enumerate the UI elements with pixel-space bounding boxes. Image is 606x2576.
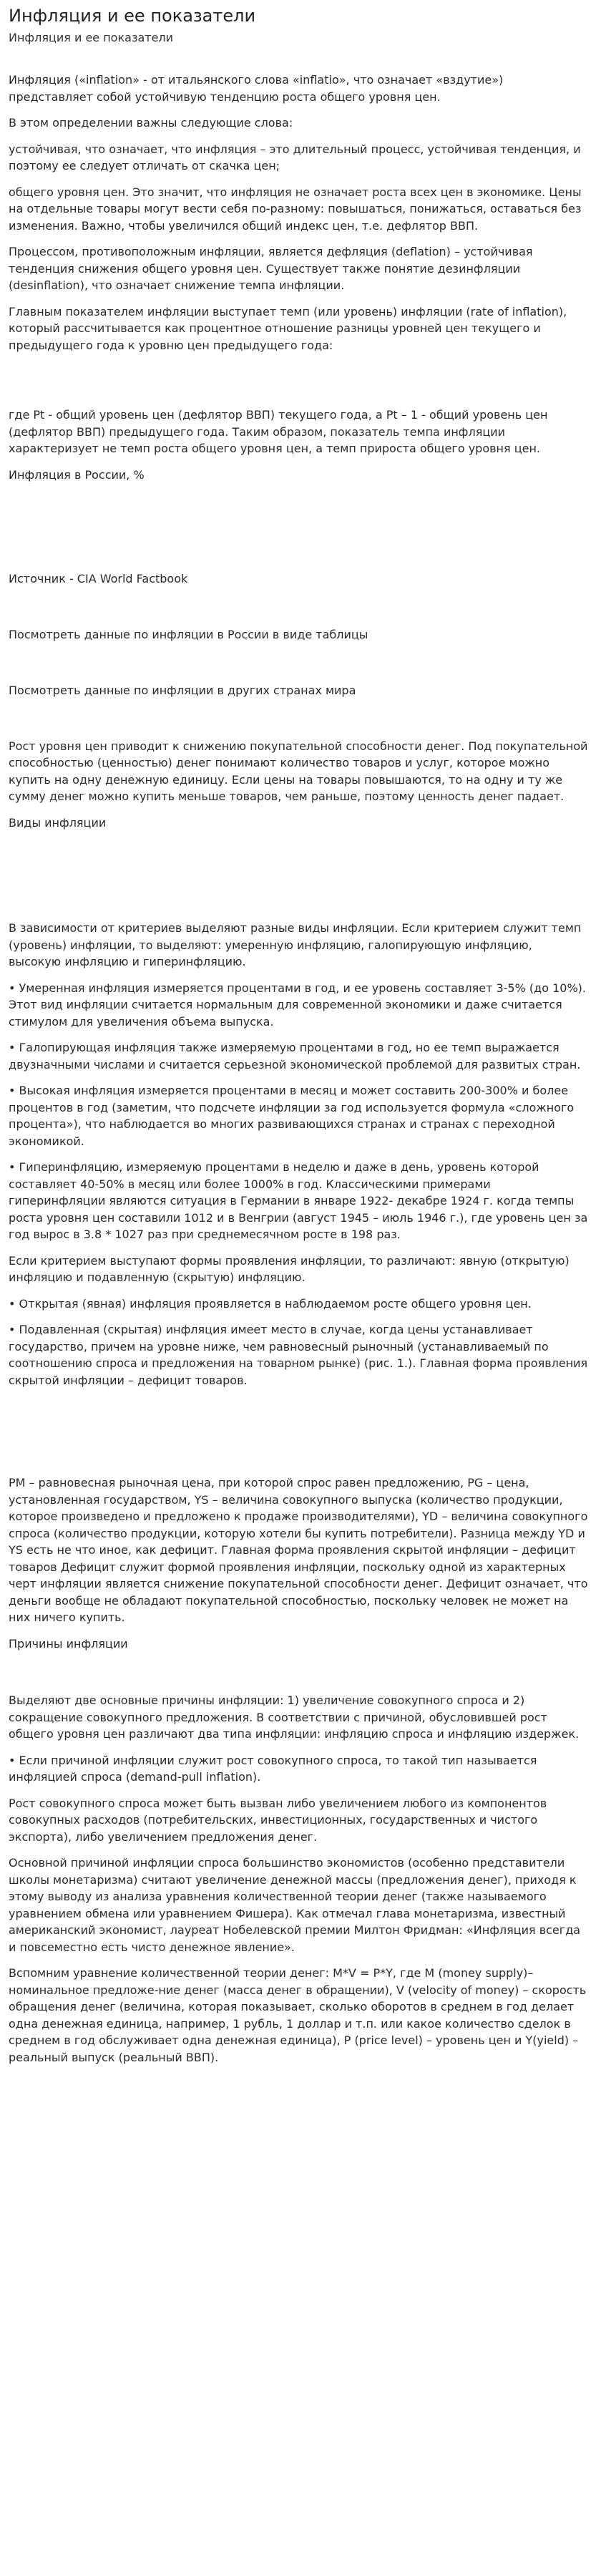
paragraph-quantity-theory: Вспомним уравнение количественной теории денег: M*V = P*Y, где M (money supply)– номинальное предложе-ние денег (масса денег в обращении), V (velocity of money) – скорость обращения денег (величина, которая показывает, сколько оборотов в среднем в год делает одна денежная единица, например, 1 рубль, 1 доллар и т.п. или какое количество сделок в среднем в год обслуживает одна денежная единица), P (price level) – уровень цен и Y(yield) – реальный выпуск (реальный ВВП). [9, 1966, 587, 2064]
paragraph-aggregate-demand: Рост совокупного спроса может быть вызван либо увеличением любого из компонентов совокупных расходов (потребительских, инвестиционных, государственных и чистого экспорта), либо увеличением предложения денег. [9, 1796, 547, 1844]
paragraph-figure-legend: PM – равновесная рыночная цена, при которой спрос равен предложению, PG – цена, установленная государством, YS – величина совокупного выпуска (количество продукции, которое произведено и предложено к продаже производителями), YD – величина совокупного спроса (количество продукции, которую хотели бы купить потребители). Разница между YD и YS есть не что иное, как дефицит. Главная форма проявления скрытой инфляции – дефицит товаров Дефицит служит формой проявления инфляции, поскольку одной из характерных черт инфляции является снижение покупательной способности денег. Дефицит означает, что деньги вообще не обладают покупательной способностью, поскольку человек не может на них ничего купить. [9, 1476, 588, 1624]
paragraph-key-words: В этом определении важны следующие слова: [9, 116, 293, 130]
formula-placeholder [9, 354, 597, 407]
paragraph-definition: Инфляция («inflation» - от итальянского слова «inflatio», что означает «вздутие») представляет собой устойчивую тенденцию роста общего уровня цен. [9, 73, 504, 104]
paragraph-criteria: В зависимости от критериев выделяют разные виды инфляции. Если критерием служит темп (уровень) инфляции, то выделяют: умеренную инфляцию, галопирующую инфляцию, высокую инфляцию и гиперинфляцию. [9, 921, 582, 968]
list-item-high: • Высокая инфляция измеряется процентами в месяц и может составить 200-300% и более процентов в год (заметим, что подсчете инфляции за год используется формула «сложного процента»), что наблюдается во многих развивающихся странах и странах с переходной экономикой. [9, 1084, 575, 1148]
page-subtitle: Инфляция и ее показатели [9, 31, 174, 44]
paragraph-causes: Выделяют две основные причины инфляции: 1) увеличение совокупного спроса и 2) сокращение совокупного предложения. В соответствии с причиной, обусловившей рост общего уровня цен различают два типа инфляции: инфляцию спроса и инфляцию издержек. [9, 1693, 580, 1741]
link-russia-table[interactable]: Посмотреть данные по инфляции в России в виде таблицы [9, 627, 368, 641]
paragraph-stable: устойчивая, что означает, что инфляция – это длительный процесс, устойчивая тенденция, и поэтому ее следует отличать от скачка цен; [9, 142, 581, 172]
page-title: Инфляция и ее показатели [9, 6, 256, 26]
spacer [9, 643, 597, 682]
paragraph-monetarism: Основной причиной инфляции спроса большинство экономистов (особенно представители школы монетаризма) считают увеличение денежной массы (предложения денег), приходя к этому выводу из анализа уравнения количественной теории денег (также называемого уравнением обмена или уравнением Фишера). Как отмечал глава монетаризма, известный американский экономист, лауреат Нобелевской премии Милтон Фридман: «Инфляция всегда и повсеместно есть чисто денежное явление». [9, 1856, 581, 1954]
paragraph-deflation: Процессом, противоположным инфляции, является дефляция (deflation) – устойчивая тенденция снижения общего уровня цен. Существует также понятие дезинфляции (desinflation), что означает снижение темпа инфляции. [9, 245, 533, 292]
section-heading-types: Виды инфляции [9, 815, 107, 830]
spacer [9, 1652, 597, 1692]
list-item-open: • Открытая (явная) инфляция проявляется в наблюдаемом росте общего уровня цен. [9, 1296, 532, 1311]
list-item-demand-pull: • Если причиной инфляции служит рост совокупного спроса, то такой тип называется инфляцией спроса (demand-pull inflation). [9, 1753, 537, 1784]
paragraph-purchasing-power: Рост уровня цен приводит к снижению покупательной способности денег. Под покупательной способностью (ценностью) денег понимают количество товаров и услуг, которое можно купить на одну денежную единицу. Если цены на товары повышаются, то на одну и ту же сумму денег можно купить меньше товаров, чем раньше, поэтому ценность денег падает. [9, 739, 588, 803]
spacer [9, 831, 597, 920]
spacer [9, 46, 597, 72]
list-item-moderate: • Умеренная инфляция измеряется процентами в год, и ее уровень составляет 3-5% (до 10%). Этот вид инфляции считается нормальным для современной экономики и даже считается стимулом для увеличения объема выпуска. [9, 981, 586, 1029]
figure-placeholder [9, 1389, 597, 1474]
paragraph-general-level: общего уровня цен. Это значит, что инфляция не означает роста всех цен в экономике. Цены на отдельные товары могут вести себя по-разному: повышаться, понижаться, оставаться без изменения. Важно, чтобы увеличился общий индекс цен, т.е. дефлятор ВВП. [9, 185, 582, 233]
chart-caption: Инфляция в России, % [9, 467, 145, 482]
source-note: Источник - CIA World Factbook [9, 572, 188, 585]
spacer [9, 588, 597, 626]
list-item-suppressed: • Подавленная (скрытая) инфляция имеет место в случае, когда цены устанавливает государство, причем на уровне ниже, чем равновесный рыночный (устанавливаемый по соотношению спроса и предложения на товарном рынке) (рис. 1.). Главная форма проявления скрытой инфляции – дефицит товаров. [9, 1323, 588, 1387]
section-heading-causes: Причины инфляции [9, 1636, 128, 1651]
list-item-hyper: • Гиперинфляцию, измеряемую процентами в неделю и даже в день, уровень которой составляет 40-50% в месяц или более 1000% в год. Классическими примерами гиперинфляции являются ситуация в Германии в январе 1922- декабре 1924 г. когда темпы роста уровня цен составили 1012 и в Венгрии (август 1945 – июль 1946 г.), где уровень цен за год вырос в 3.8 * 1027 раз при среднемесячном росте в 198 раз. [9, 1160, 588, 1241]
spacer [9, 699, 597, 738]
chart-placeholder [9, 483, 597, 570]
paragraph-rate: Главным показателем инфляции выступает темп (или уровень) инфляции (rate of inflation), который рассчитывается как процентное отношение разницы уровней цен текущего и предыдущего года к уровню цен предыдущего года: [9, 304, 567, 352]
paragraph-forms: Если критерием выступают формы проявления инфляции, то различают: явную (открытую) инфляцию и подавленную (скрытую) инфляцию. [9, 1253, 570, 1284]
list-item-galloping: • Галопирующая инфляция также измеряемую процентами в год, но ее темп выражается двузначными числами и считается серьезной экономической проблемой для развитых стран. [9, 1041, 581, 1071]
paragraph-formula-explain: где Pt - общий уровень цен (дефлятор ВВП) текущего года, а Pt – 1 - общий уровень цен (дефлятор ВВП) предыдущего года. Таким образом, показатель темпа инфляции характеризует не темп роста общего уровня цен, а темп прироста общего уровня цен. [9, 408, 548, 455]
link-other-countries[interactable]: Посмотреть данные по инфляции в других странах мира [9, 684, 356, 697]
